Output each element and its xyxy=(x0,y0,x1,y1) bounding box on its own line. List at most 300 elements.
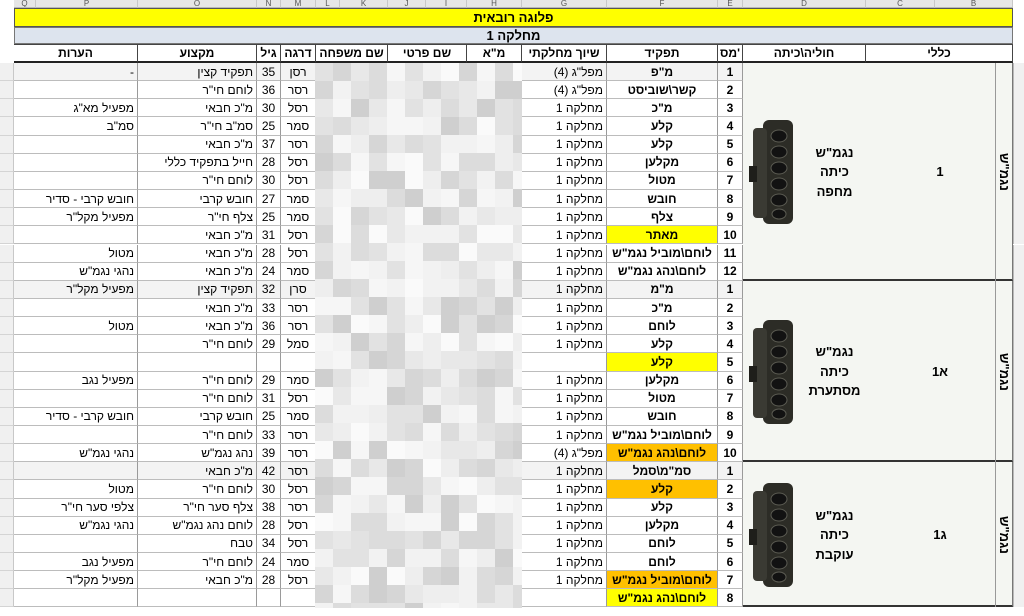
cell-rank[interactable]: רסל xyxy=(281,571,316,589)
cell-age[interactable]: 28 xyxy=(257,517,281,535)
cell-role[interactable]: לוחם\מוביל נגמ"ש xyxy=(607,245,718,263)
cell-num[interactable]: 8 xyxy=(718,190,743,208)
cell-role[interactable]: קלע xyxy=(607,117,718,135)
cell-role[interactable]: לוחם xyxy=(607,553,718,571)
cell-age[interactable]: 25 xyxy=(257,408,281,426)
cell-role[interactable]: קלע xyxy=(607,136,718,154)
cell-assignment[interactable]: מפל"ג (4) xyxy=(522,81,607,99)
row-gutter-right xyxy=(1013,190,1024,208)
cell-age[interactable]: 36 xyxy=(257,317,281,335)
cell-age[interactable] xyxy=(257,589,281,607)
cell-notes[interactable]: חובש קרבי - סדיר xyxy=(14,190,138,208)
cell-assignment[interactable]: מחלקה 1 xyxy=(522,281,607,299)
cell-age[interactable]: 33 xyxy=(257,299,281,317)
cell-assignment[interactable]: מחלקה 1 xyxy=(522,299,607,317)
header-assignment[interactable]: שיוך מחלקתי xyxy=(522,44,607,63)
cell-rank[interactable]: סמר xyxy=(281,117,316,135)
redacted-area xyxy=(315,63,522,608)
cell-rank[interactable]: רסר xyxy=(281,462,316,480)
cell-assignment[interactable]: מפל"ג (4) xyxy=(522,444,607,462)
row-gutter-right xyxy=(1013,535,1024,553)
segment-divider xyxy=(995,462,996,607)
cell-profession[interactable]: חייל בתפקיד כללי xyxy=(138,154,257,172)
cell-assignment[interactable]: מחלקה 1 xyxy=(522,226,607,244)
cell-profession[interactable]: חובש קרבי xyxy=(138,408,257,426)
header-id[interactable]: מ"א xyxy=(467,44,522,63)
cell-num[interactable]: 8 xyxy=(718,589,743,607)
cell-rank[interactable]: סמר xyxy=(281,263,316,281)
cell-notes[interactable]: מפעיל מקל"ר xyxy=(14,208,138,226)
row-gutter-right xyxy=(1013,99,1024,117)
cell-role[interactable]: חובש xyxy=(607,190,718,208)
cell-rank[interactable]: רסל xyxy=(281,535,316,553)
cell-role[interactable]: מטול xyxy=(607,172,718,190)
apc-icon xyxy=(749,481,799,592)
cell-profession[interactable]: סמ"ב חי"ר xyxy=(138,117,257,135)
cell-rank[interactable]: סמר xyxy=(281,372,316,390)
cell-notes[interactable]: מטול xyxy=(14,245,138,263)
row-gutter-right xyxy=(1013,408,1024,426)
cell-notes[interactable] xyxy=(14,535,138,553)
column-letter-F[interactable]: F xyxy=(607,0,718,8)
cell-rank[interactable]: רסר xyxy=(281,136,316,154)
column-letter-G[interactable]: G xyxy=(522,0,607,8)
column-letter-B[interactable]: B xyxy=(935,0,1013,8)
cell-role[interactable]: חובש xyxy=(607,408,718,426)
cell-assignment[interactable]: מחלקה 1 xyxy=(522,517,607,535)
cell-assignment[interactable]: מחלקה 1 xyxy=(522,335,607,353)
squad-type-label[interactable]: נגמ"ש כיתה עוקבת xyxy=(815,507,854,562)
cell-age[interactable]: 28 xyxy=(257,245,281,263)
cell-rank[interactable]: רסל xyxy=(281,517,316,535)
cell-assignment[interactable]: מחלקה 1 xyxy=(522,117,607,135)
cell-role[interactable]: לוחם\נהג נגמ"ש xyxy=(607,589,718,607)
cell-notes[interactable] xyxy=(14,589,138,607)
cell-notes[interactable] xyxy=(14,172,138,190)
cell-role[interactable]: מטול xyxy=(607,390,718,408)
row-gutter-left[interactable] xyxy=(0,517,14,535)
cell-role[interactable]: קשר\שוביסט xyxy=(607,81,718,99)
cell-rank[interactable] xyxy=(281,589,316,607)
cell-profession[interactable]: צלף סער חי"ר xyxy=(138,499,257,517)
sheet-title[interactable]: פלוגה רובאית xyxy=(14,8,1013,27)
cell-role[interactable]: לוחם\מוביל נגמ"ש xyxy=(607,571,718,589)
platoon-title[interactable]: מחלקה 1 xyxy=(14,27,1013,44)
header-last-name[interactable]: שם משפחה xyxy=(316,44,388,63)
cell-num[interactable]: 1 xyxy=(718,281,743,299)
cell-rank[interactable]: סמר xyxy=(281,553,316,571)
cell-num[interactable]: 7 xyxy=(718,172,743,190)
squad-type-label[interactable]: נגמ"ש כיתה מחפה xyxy=(815,144,854,199)
row-gutter-right xyxy=(1013,462,1024,480)
cell-assignment[interactable]: מחלקה 1 xyxy=(522,499,607,517)
row-gutter-right xyxy=(1013,117,1024,135)
cell-role[interactable]: צלף xyxy=(607,208,718,226)
cell-profession[interactable]: לוחם חי"ר xyxy=(138,81,257,99)
cell-rank[interactable]: סרן xyxy=(281,281,316,299)
cell-role[interactable]: לוחם\מוביל נגמ"ש xyxy=(607,426,718,444)
vehicle-label[interactable]: נגמ"ש xyxy=(997,152,1012,191)
cell-profession[interactable]: צלף חי"ר xyxy=(138,208,257,226)
row-gutter-left[interactable] xyxy=(0,426,14,444)
cell-rank[interactable]: רסן xyxy=(281,63,316,81)
row-gutter-right xyxy=(1013,517,1024,535)
row-gutter-left[interactable] xyxy=(0,190,14,208)
cell-role[interactable]: קלע xyxy=(607,499,718,517)
cell-num[interactable]: 4 xyxy=(718,335,743,353)
cell-age[interactable]: 34 xyxy=(257,535,281,553)
cell-role[interactable]: מקלען xyxy=(607,372,718,390)
cell-num[interactable]: 1 xyxy=(718,462,743,480)
cell-notes[interactable]: מפעיל נגב xyxy=(14,553,138,571)
cell-age[interactable]: 28 xyxy=(257,154,281,172)
cell-notes[interactable] xyxy=(14,299,138,317)
column-letter-D[interactable]: D xyxy=(743,0,866,8)
row-gutter-left[interactable] xyxy=(0,99,14,117)
cell-profession[interactable] xyxy=(138,353,257,371)
cell-num[interactable]: 5 xyxy=(718,535,743,553)
column-letter-L[interactable]: L xyxy=(316,0,340,8)
cell-num[interactable]: 3 xyxy=(718,499,743,517)
row-gutter-right xyxy=(1013,553,1024,571)
cell-role[interactable]: לוחם\נהג נגמ"ש xyxy=(607,444,718,462)
column-letter-J[interactable]: J xyxy=(388,0,426,8)
cell-profession[interactable] xyxy=(138,589,257,607)
cell-role[interactable]: מ"פ xyxy=(607,63,718,81)
cell-notes[interactable]: מפעיל נגב xyxy=(14,372,138,390)
cell-role[interactable]: קלע xyxy=(607,480,718,498)
cell-rank[interactable]: רסר xyxy=(281,81,316,99)
cell-assignment[interactable]: מחלקה 1 xyxy=(522,317,607,335)
cell-assignment[interactable]: מחלקה 1 xyxy=(522,154,607,172)
cell-role[interactable]: לוחם xyxy=(607,317,718,335)
cell-profession[interactable]: נהג נגמ"ש xyxy=(138,444,257,462)
cell-role[interactable]: סמ"מ\סמל xyxy=(607,462,718,480)
cell-role[interactable]: מקלען xyxy=(607,517,718,535)
cell-age[interactable]: 25 xyxy=(257,208,281,226)
cell-notes[interactable] xyxy=(14,462,138,480)
cell-assignment[interactable] xyxy=(522,589,607,607)
cell-age[interactable]: 24 xyxy=(257,263,281,281)
cell-assignment[interactable]: מחלקה 1 xyxy=(522,390,607,408)
row-gutter-left[interactable] xyxy=(0,353,14,371)
row-gutter-left[interactable] xyxy=(0,117,14,135)
vehicle-label[interactable]: נגמ"ש xyxy=(997,515,1012,554)
header-profession[interactable]: מקצוע xyxy=(138,44,257,63)
cell-role[interactable]: לוחם xyxy=(607,535,718,553)
header-num[interactable]: מס' xyxy=(718,44,743,63)
cell-role[interactable]: לוחם\נהג נגמ"ש xyxy=(607,263,718,281)
cell-profession[interactable]: מ"כ חבאי xyxy=(138,462,257,480)
cell-age[interactable]: 25 xyxy=(257,117,281,135)
cell-age[interactable]: 37 xyxy=(257,136,281,154)
cell-rank[interactable]: רסר xyxy=(281,444,316,462)
row-gutter-right xyxy=(1013,390,1024,408)
squad-number[interactable]: 1 xyxy=(936,164,944,180)
row-gutter-right xyxy=(1013,571,1024,589)
cell-age[interactable]: 30 xyxy=(257,172,281,190)
cell-age[interactable] xyxy=(257,353,281,371)
cell-notes[interactable] xyxy=(14,154,138,172)
header-role[interactable]: תפקיד xyxy=(607,44,718,63)
cell-num[interactable]: 6 xyxy=(718,154,743,172)
cell-profession[interactable]: לוחם נהג נגמ"ש xyxy=(138,517,257,535)
cell-assignment[interactable]: מחלקה 1 xyxy=(522,190,607,208)
row-gutter-right xyxy=(1013,426,1024,444)
cell-num[interactable]: 8 xyxy=(718,408,743,426)
cell-age[interactable]: 38 xyxy=(257,499,281,517)
row-gutter-left[interactable] xyxy=(0,480,14,498)
cell-assignment[interactable]: מחלקה 1 xyxy=(522,99,607,117)
squad-number[interactable]: 1א xyxy=(931,363,949,379)
cell-rank[interactable]: רסל xyxy=(281,172,316,190)
cell-assignment[interactable]: מחלקה 1 xyxy=(522,245,607,263)
cell-notes[interactable] xyxy=(14,226,138,244)
cell-assignment[interactable]: מחלקה 1 xyxy=(522,480,607,498)
cell-num[interactable]: 2 xyxy=(718,480,743,498)
cell-assignment[interactable]: מחלקה 1 xyxy=(522,263,607,281)
row-gutter-right xyxy=(1013,335,1024,353)
cell-num[interactable]: 11 xyxy=(718,245,743,263)
row-gutter-left[interactable] xyxy=(0,154,14,172)
cell-profession[interactable]: לוחם חי"ר xyxy=(138,553,257,571)
cell-notes[interactable]: נהגי נגמ"ש xyxy=(14,263,138,281)
squad-number[interactable]: 1ג xyxy=(933,527,947,543)
row-gutter-left[interactable] xyxy=(0,408,14,426)
cell-role[interactable]: קלע xyxy=(607,353,718,371)
header-general[interactable]: כללי xyxy=(866,44,1013,63)
cell-profession[interactable]: לוחם חי"ר xyxy=(138,426,257,444)
cell-age[interactable]: 31 xyxy=(257,390,281,408)
cell-profession[interactable]: מ"כ חבאי xyxy=(138,226,257,244)
cell-num[interactable]: 3 xyxy=(718,99,743,117)
cell-rank[interactable]: רסל xyxy=(281,99,316,117)
row-gutter-left[interactable] xyxy=(0,172,14,190)
cell-num[interactable]: 2 xyxy=(718,299,743,317)
cell-num[interactable]: 9 xyxy=(718,426,743,444)
cell-rank[interactable]: סמר xyxy=(281,190,316,208)
cell-rank[interactable]: רסל xyxy=(281,480,316,498)
row-gutter-left[interactable] xyxy=(0,571,14,589)
cell-rank[interactable]: רסל xyxy=(281,245,316,263)
cell-role[interactable]: מ"כ xyxy=(607,299,718,317)
cell-assignment[interactable]: מחלקה 1 xyxy=(522,462,607,480)
row-gutter-left[interactable] xyxy=(0,553,14,571)
column-letter-P[interactable]: P xyxy=(36,0,138,8)
row-gutter-left[interactable] xyxy=(0,317,14,335)
cell-age[interactable]: 30 xyxy=(257,480,281,498)
cell-profession[interactable]: מ"כ חבאי xyxy=(138,99,257,117)
row-gutter-left[interactable] xyxy=(0,535,14,553)
cell-notes[interactable]: - xyxy=(14,63,138,81)
row-gutter-left[interactable] xyxy=(0,208,14,226)
row-gutter-left[interactable] xyxy=(0,226,14,244)
cell-num[interactable]: 7 xyxy=(718,390,743,408)
cell-notes[interactable] xyxy=(14,81,138,99)
cell-num[interactable]: 2 xyxy=(718,81,743,99)
row-gutter-right xyxy=(1013,263,1024,281)
cell-num[interactable]: 6 xyxy=(718,553,743,571)
cell-profession[interactable]: תפקיד קצין xyxy=(138,281,257,299)
row-gutter-left[interactable] xyxy=(0,136,14,154)
cell-notes[interactable]: חובש קרבי - סדיר xyxy=(14,408,138,426)
cell-profession[interactable]: מ"כ חבאי xyxy=(138,317,257,335)
cell-profession[interactable]: טבח xyxy=(138,535,257,553)
row-gutter-left[interactable] xyxy=(0,335,14,353)
row-gutter-left[interactable] xyxy=(0,462,14,480)
cell-notes[interactable] xyxy=(14,335,138,353)
cell-profession[interactable]: מ"כ חבאי xyxy=(138,245,257,263)
cell-notes[interactable] xyxy=(14,426,138,444)
cell-assignment[interactable]: מחלקה 1 xyxy=(522,372,607,390)
cell-assignment[interactable]: מחלקה 1 xyxy=(522,426,607,444)
cell-num[interactable]: 3 xyxy=(718,317,743,335)
row-gutter-left[interactable] xyxy=(0,444,14,462)
cell-age[interactable]: 36 xyxy=(257,81,281,99)
column-letter-K[interactable]: K xyxy=(340,0,388,8)
cell-age[interactable]: 29 xyxy=(257,372,281,390)
cell-profession[interactable]: לוחם חי"ר xyxy=(138,390,257,408)
cell-role[interactable]: מ"כ xyxy=(607,99,718,117)
cell-age[interactable]: 24 xyxy=(257,553,281,571)
squad-type-label[interactable]: נגמ"ש כיתה מסתערת xyxy=(808,344,861,399)
cell-age[interactable]: 28 xyxy=(257,571,281,589)
row-gutter-left[interactable] xyxy=(0,63,14,81)
cell-notes[interactable]: מטול xyxy=(14,480,138,498)
row-gutter-left[interactable] xyxy=(0,245,14,263)
cell-profession[interactable]: מ"כ חבאי xyxy=(138,571,257,589)
cell-rank[interactable]: רסל xyxy=(281,390,316,408)
cell-age[interactable]: 30 xyxy=(257,99,281,117)
cell-profession[interactable]: לוחם חי"ר xyxy=(138,480,257,498)
cell-profession[interactable]: לוחם חי"ר xyxy=(138,372,257,390)
cell-notes[interactable]: נהגי נגמ"ש xyxy=(14,517,138,535)
cell-notes[interactable]: מפעיל מא"ג xyxy=(14,99,138,117)
cell-notes[interactable] xyxy=(14,353,138,371)
cell-num[interactable]: 10 xyxy=(718,444,743,462)
row-gutter-left[interactable] xyxy=(0,499,14,517)
cell-rank[interactable]: רסר xyxy=(281,299,316,317)
row-gutter-left[interactable] xyxy=(0,81,14,99)
cell-notes[interactable]: נהגי נגמ"ש xyxy=(14,444,138,462)
cell-profession[interactable]: חובש קרבי xyxy=(138,190,257,208)
cell-num[interactable]: 12 xyxy=(718,263,743,281)
cell-notes[interactable] xyxy=(14,390,138,408)
header-notes[interactable]: הערות xyxy=(14,44,138,63)
cell-age[interactable]: 27 xyxy=(257,190,281,208)
row-gutter-right xyxy=(1013,172,1024,190)
cell-profession[interactable]: לוחם חי"ר xyxy=(138,335,257,353)
cell-num[interactable]: 9 xyxy=(718,208,743,226)
row-gutter-left[interactable] xyxy=(0,263,14,281)
column-letter-I[interactable]: I xyxy=(426,0,467,8)
cell-num[interactable]: 6 xyxy=(718,372,743,390)
cell-rank[interactable]: רסר xyxy=(281,317,316,335)
header-squad-type[interactable]: חוליה\כיתה xyxy=(743,44,866,63)
cell-age[interactable]: 35 xyxy=(257,63,281,81)
header-age[interactable]: גיל xyxy=(257,44,281,63)
cell-age[interactable]: 31 xyxy=(257,226,281,244)
cell-profession[interactable]: לוחם חי"ר xyxy=(138,172,257,190)
cell-assignment[interactable]: מחלקה 1 xyxy=(522,571,607,589)
cell-profession[interactable]: מ"כ חבאי xyxy=(138,136,257,154)
cell-assignment[interactable]: מחלקה 1 xyxy=(522,553,607,571)
cell-age[interactable]: 39 xyxy=(257,444,281,462)
column-letter-O[interactable]: O xyxy=(138,0,257,8)
row-gutter-right xyxy=(1013,353,1024,371)
row-gutter-left[interactable] xyxy=(0,589,14,607)
cell-age[interactable]: 33 xyxy=(257,426,281,444)
cell-rank[interactable] xyxy=(281,353,316,371)
cell-num[interactable]: 1 xyxy=(718,63,743,81)
cell-rank[interactable]: רסל xyxy=(281,226,316,244)
cell-num[interactable]: 7 xyxy=(718,571,743,589)
column-letter-C[interactable]: C xyxy=(866,0,935,8)
column-letter-E[interactable]: E xyxy=(718,0,743,8)
cell-rank[interactable]: רסר xyxy=(281,499,316,517)
cell-notes[interactable]: צלפי סער חי"ר xyxy=(14,499,138,517)
cell-num[interactable]: 10 xyxy=(718,226,743,244)
row-gutter-left[interactable] xyxy=(0,372,14,390)
cell-rank[interactable]: סמר xyxy=(281,408,316,426)
column-letter-M[interactable]: M xyxy=(281,0,316,8)
row-gutter-left[interactable] xyxy=(0,390,14,408)
cell-profession[interactable]: מ"כ חבאי xyxy=(138,263,257,281)
header-first-name[interactable]: שם פרטי xyxy=(388,44,467,63)
cell-age[interactable]: 32 xyxy=(257,281,281,299)
cell-notes[interactable]: מפעיל מקל"ר xyxy=(14,281,138,299)
cell-age[interactable]: 29 xyxy=(257,335,281,353)
cell-age[interactable]: 42 xyxy=(257,462,281,480)
cell-notes[interactable] xyxy=(14,136,138,154)
cell-rank[interactable]: רסר xyxy=(281,426,316,444)
cell-role[interactable]: מ"מ xyxy=(607,281,718,299)
cell-rank[interactable]: סמל xyxy=(281,335,316,353)
cell-assignment[interactable]: מחלקה 1 xyxy=(522,136,607,154)
row-gutter-right xyxy=(1013,136,1024,154)
row-gutter-left[interactable] xyxy=(0,281,14,299)
cell-role[interactable]: מאתר xyxy=(607,226,718,244)
cell-num[interactable]: 5 xyxy=(718,136,743,154)
cell-num[interactable]: 4 xyxy=(718,117,743,135)
cell-role[interactable]: קלע xyxy=(607,335,718,353)
cell-num[interactable]: 4 xyxy=(718,517,743,535)
header-rank[interactable]: דרגה xyxy=(281,44,316,63)
row-gutter-right xyxy=(1013,444,1024,462)
vehicle-label[interactable]: נגמ"ש xyxy=(997,352,1012,391)
cell-assignment[interactable]: מחלקה 1 xyxy=(522,208,607,226)
cell-notes[interactable]: סמ"ב xyxy=(14,117,138,135)
cell-rank[interactable]: סמר xyxy=(281,208,316,226)
cell-profession[interactable]: תפקיד קצין xyxy=(138,63,257,81)
cell-assignment[interactable]: מחלקה 1 xyxy=(522,172,607,190)
cell-role[interactable]: מקלען xyxy=(607,154,718,172)
column-letter-Q[interactable]: Q xyxy=(14,0,36,8)
cell-num[interactable]: 5 xyxy=(718,353,743,371)
cell-assignment[interactable]: מחלקה 1 xyxy=(522,535,607,553)
cell-rank[interactable]: רסל xyxy=(281,154,316,172)
row-gutter-left[interactable] xyxy=(0,299,14,317)
cell-assignment[interactable]: מפל"ג (4) xyxy=(522,63,607,81)
cell-assignment[interactable] xyxy=(522,353,607,371)
apc-icon xyxy=(749,118,799,229)
column-letter-H[interactable]: H xyxy=(467,0,522,8)
cell-notes[interactable]: מטול xyxy=(14,317,138,335)
column-letter-N[interactable]: N xyxy=(257,0,281,8)
cell-profession[interactable]: מ"כ חבאי xyxy=(138,299,257,317)
cell-notes[interactable]: מפעיל מקל"ר xyxy=(14,571,138,589)
cell-assignment[interactable]: מחלקה 1 xyxy=(522,408,607,426)
